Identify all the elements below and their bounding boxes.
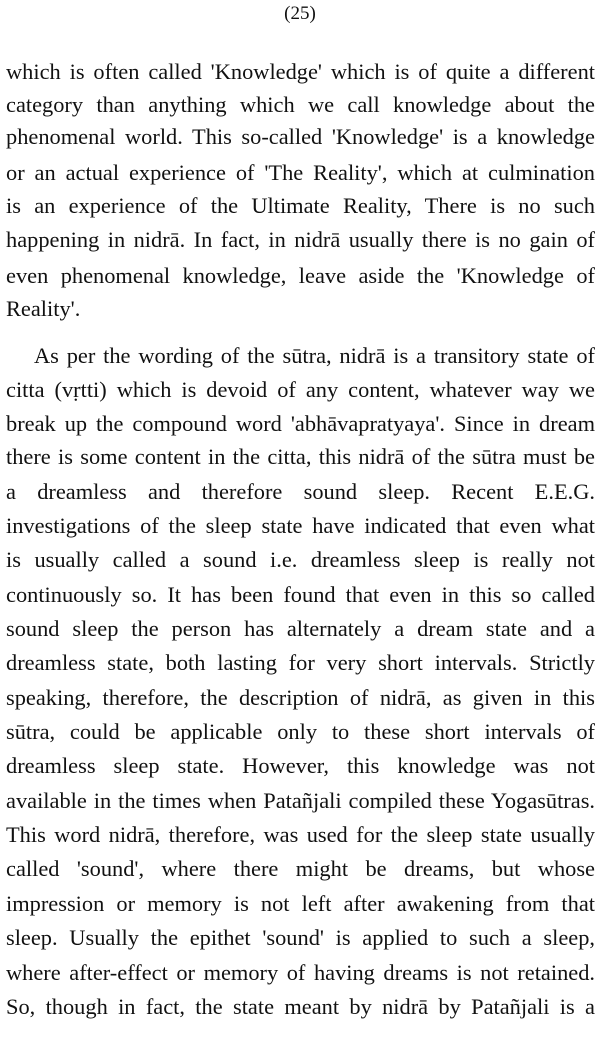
text-line: This word nidrā, therefore, was used for the sleep state usually <box>6 822 595 847</box>
text-line: is an experience of the Ultimate Reality, There is no such <box>6 193 595 218</box>
page-number: (25) <box>284 3 316 24</box>
text-line: which is often called 'Knowledge' which is of quite a different <box>6 59 595 84</box>
text-line: called 'sound', where there might be dreams, but whose <box>6 856 595 881</box>
text-line: investigations of the sleep state have indicated that even what <box>6 513 595 538</box>
text-line: even phenomenal knowledge, leave aside the 'Knowledge of <box>6 263 595 288</box>
text-line: sleep. Usually the epithet 'sound' is applied to such a sleep, <box>6 925 595 950</box>
text-line: sūtra, could be applicable only to these short intervals of <box>6 719 595 744</box>
text-line: impression or memory is not left after awakening from that <box>6 891 595 916</box>
text-line: a dreamless and therefore sound sleep. Recent E.E.G. <box>6 479 595 504</box>
text-line: there is some content in the citta, this nidrā of the sūtra must be <box>6 444 595 469</box>
text-line: continuously so. It has been found that even in this so called <box>6 582 595 607</box>
text-line: So, though in fact, the state meant by nidrā by Patañjali is a <box>6 994 595 1019</box>
text-line: dreamless state, both lasting for very short intervals. Strictly <box>6 650 595 675</box>
text-line: sound sleep the person has alternately a dream state and a <box>6 616 595 641</box>
text-line: category than anything which we call knowledge about the <box>6 92 595 117</box>
text-line: citta (vṛtti) which is devoid of any content, whatever way we <box>6 377 595 402</box>
text-line: As per the wording of the sūtra, nidrā is a transitory state of <box>34 343 595 368</box>
text-line: dreamless sleep state. However, this knowledge was not <box>6 753 595 778</box>
text-line: phenomenal world. This so-called 'Knowledge' is a knowledge <box>6 124 595 149</box>
text-line: where after-effect or memory of having dreams is not retained. <box>6 960 595 985</box>
text-line: happening in nidrā. In fact, in nidrā usually there is no gain of <box>6 227 595 252</box>
text-line: is usually called a sound i.e. dreamless sleep is really not <box>6 547 595 572</box>
text-line: available in the times when Patañjali compiled these Yogasūtras. <box>6 788 595 813</box>
text-line: break up the compound word 'abhāvapratyaya'. Since in dream <box>6 411 595 436</box>
text-line: or an actual experience of 'The Reality', which at culmination <box>6 160 595 185</box>
text-line: speaking, therefore, the description of nidrā, as given in this <box>6 685 595 710</box>
text-line: Reality'. <box>6 296 81 321</box>
